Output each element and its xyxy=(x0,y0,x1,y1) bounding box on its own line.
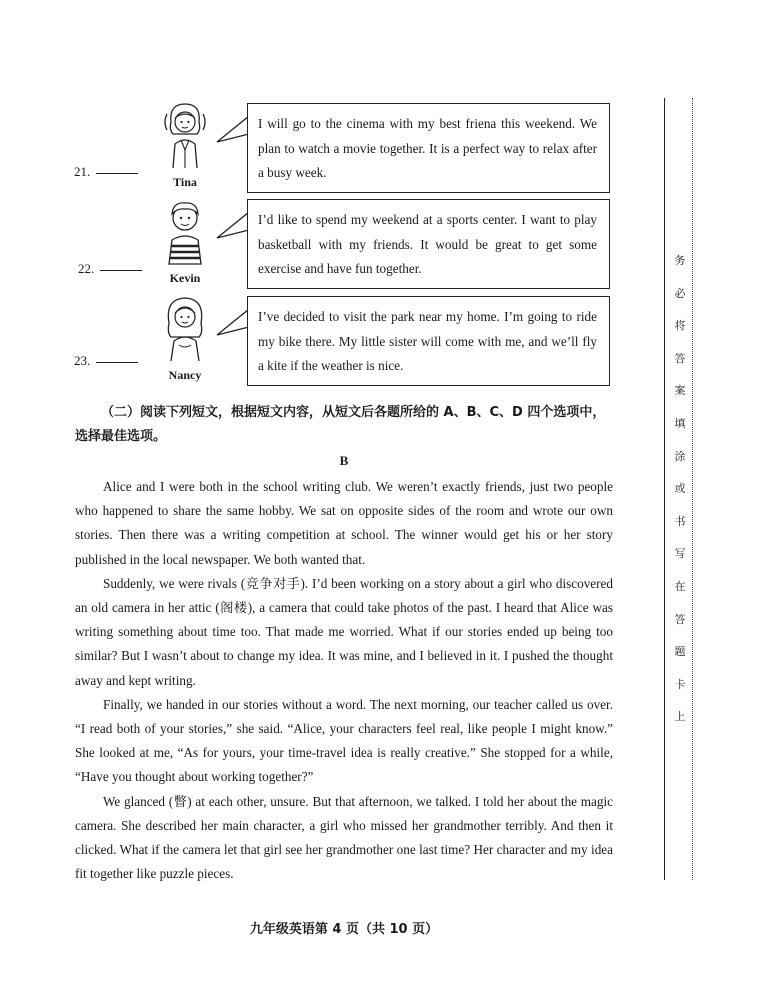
section-instructions: （二）阅读下列短文，根据短文内容，从短文后各题所给的 A、B、C、D 四个选项中， 选择最佳选项。 xyxy=(75,405,606,444)
reading-passage xyxy=(75,475,613,886)
girl-figure-icon xyxy=(155,100,215,170)
speech-bubble-tail xyxy=(215,210,249,260)
boy-figure-icon xyxy=(155,196,215,266)
tina-illustration xyxy=(155,100,215,190)
passage-paragraph: Suddenly, we were rivals (竞争对手). I’d been working on a story about a girl who discovered an old camera in her attic (阁楼), a camera that could take photos of the past. I heard that Alice was writing something about time too. That made me worried. What if our stories ended up being too similar? But I wasn’t about to change my idea. It was mine, and I believed in it. I pushed the thought away and kept writing. xyxy=(75,575,613,688)
question-number-22: 22. xyxy=(78,261,142,277)
answer-blank-22[interactable] xyxy=(100,270,142,271)
speech-bubble-tina: I will go to the cinema with my best friena this weekend. We plan to watch a movie together. It is a perfect way to relax after a busy week. xyxy=(247,103,610,193)
speech-bubble-nancy: I’ve decided to visit the park near my home. I’m going to ride my bike there. My little sister will come with me, and we’ll fly a kite if the weather is nice. xyxy=(247,296,610,386)
passage-paragraph: Alice and I were both in the school writing club. We weren’t exactly friends, just two people who happened to share the same hobby. We sat on opposite sides of the room and wrote our own stories. Then there was a writing competition at school. The winner would get his or her story published in the local newspaper. We both wanted that. xyxy=(75,479,613,567)
speech-bubble-kevin: I’d like to spend my weekend at a sports center. I want to play basketball with my friends. It would be great to get some exercise and have fun together. xyxy=(247,199,610,289)
binding-margin-notice: 务 必 将 答 案 填 涂 或 书 写 在 答 题 卡 上 xyxy=(674,254,686,724)
margin-rule xyxy=(664,98,665,880)
page-footer: 九年级英语第 4 页（共 10 页） xyxy=(249,922,439,937)
girl-figure-icon xyxy=(155,293,215,363)
passage-paragraph: Finally, we handed in our stories without a word. The next morning, our teacher called us over. “I read both of your stories,” she said. “Alice, your characters feel real, like people I might know.” She looked at me, “As for yours, your time-travel idea is really creative.” She stopped for a while, “Have you thought about working together?” xyxy=(75,696,613,785)
speech-bubble-tail xyxy=(215,307,249,357)
passage-paragraph: We glanced (瞥) at each other, unsure. But that afternoon, we talked. I told her about the magic camera. She described her main character, a girl who missed her grandmother terribly. And then it clicked. What if the camera let that girl see her grandmother one last time? Her character and my idea fit together like puzzle pieces. xyxy=(75,793,613,882)
answer-blank-21[interactable] xyxy=(96,173,138,174)
speech-bubble-tail xyxy=(215,114,249,164)
speaker-name-nancy: Nancy xyxy=(168,368,202,382)
speaker-name-tina: Tina xyxy=(173,175,197,189)
speaker-name-kevin: Kevin xyxy=(169,271,201,285)
question-number-23: 23. xyxy=(74,353,138,369)
passage-title: B xyxy=(339,453,349,468)
nancy-illustration xyxy=(155,293,215,383)
kevin-illustration xyxy=(155,196,215,286)
question-number-21: 21. xyxy=(74,164,138,180)
answer-blank-23[interactable] xyxy=(96,362,138,363)
margin-dotted-rule xyxy=(692,98,693,880)
